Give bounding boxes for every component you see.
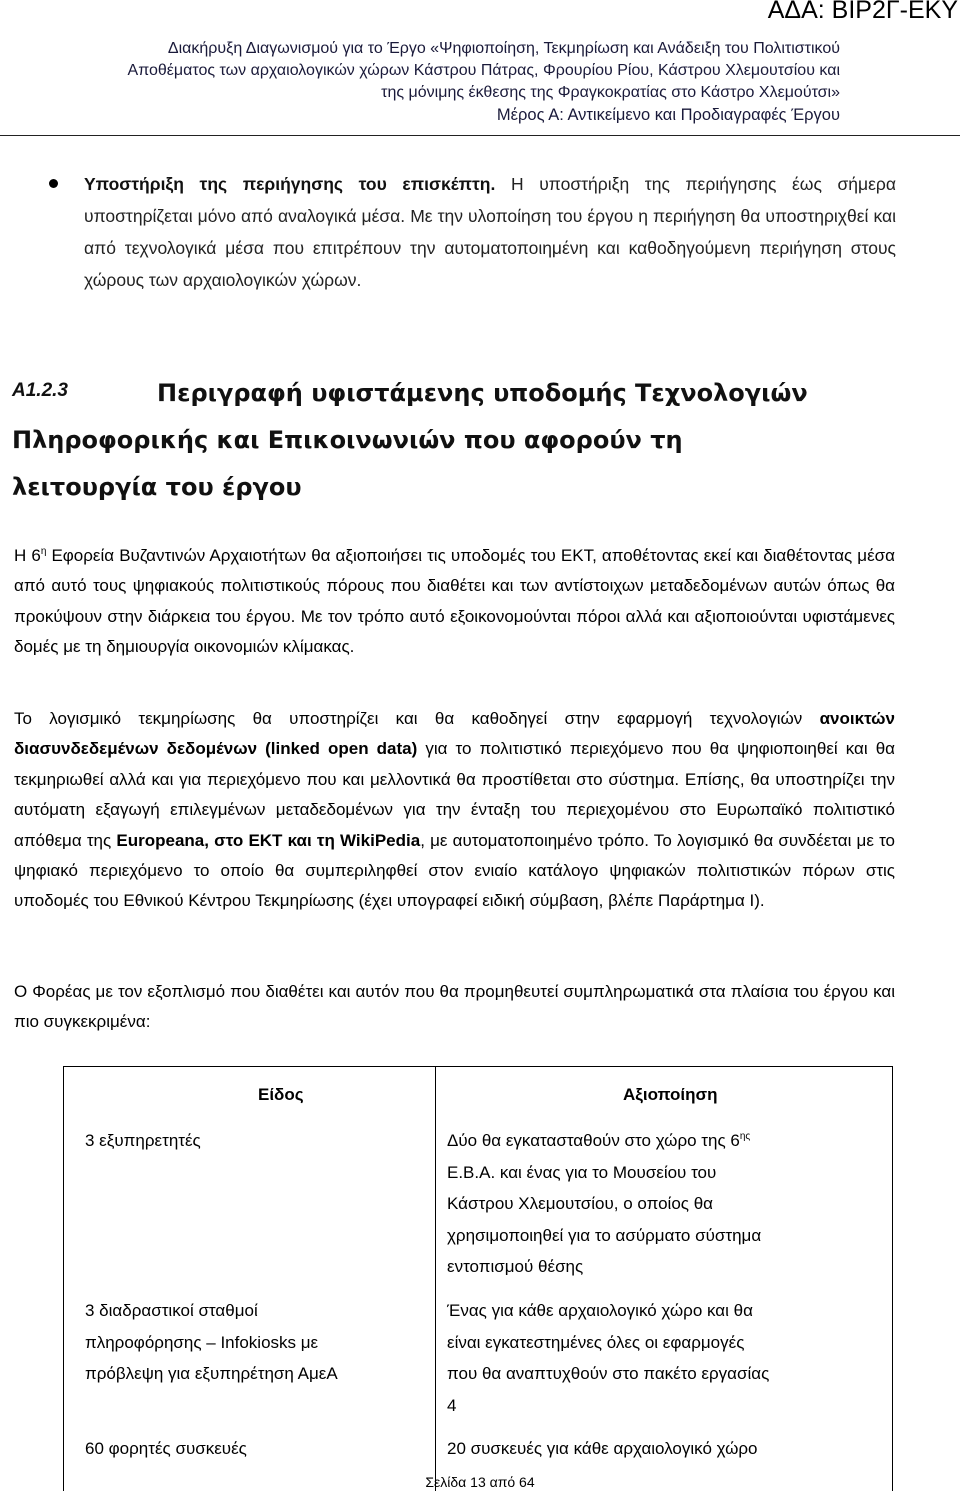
- table-row-1-kind: 3 εξυπηρετητές: [85, 1131, 201, 1150]
- bullet-bold-lead: Υποστήριξη της περιήγησης του επισκέπτη.: [84, 174, 496, 194]
- paragraph-3: Ο Φορέας με τον εξοπλισμό που διαθέτει και αυτόν που θα προμηθευτεί συμπληρωματικά στα πλαίσια του έργου και πιο συγκεκριμένα:: [14, 982, 895, 1032]
- paragraph-1: [14, 541, 895, 663]
- page-footer: Σελίδα 13 από 64: [425, 1474, 535, 1490]
- p2-end: , με αυτοματοποιημένο τρόπο. Το λογισμικό θα συνδέεται με το ψηφιακό περιεχόμενο το οποίο θα συμπεριληφθεί στον ενιαίο κατάλογο ψηφιακών πολιτιστικών πόρων στις υποδομές του Εθνικού Κέντρου Τεκμηρίωσης (έχει υπογραφεί ειδική σύμβαση, βλέπε Παράρτημα Ι).: [14, 830, 896, 911]
- p2-start: Το λογισμικό τεκμηρίωσης θα υποστηρίζει και θα καθοδηγεί στην εφαρμογή τεχνολογιών: [14, 709, 820, 728]
- bullet-paragraph: [84, 168, 896, 296]
- section-title-line-1: Περιγραφή υφιστάμενης υποδομής Τεχνολογιών: [157, 379, 808, 407]
- table-column-divider: [435, 1067, 436, 1491]
- header-part: Μέρος Α: Αντικείμενο και Προδιαγραφές Έργου: [496, 106, 840, 124]
- table-header-kind: Είδος: [258, 1085, 304, 1104]
- bullet-text: Η υποστήριξη της περιήγησης έως σήμερα υποστηρίζεται μόνο από αναλογικά μέσα. Με την υλοποίηση του έργου η περιήγηση θα υποστηριχθεί και από τεχνολογικά μέσα που επιτρέπουν την αυτοματοποιημένη και καθοδηγούμενη περιήγηση στους χώρους των αρχαιολογικών χώρων.: [84, 174, 896, 290]
- section-title-line-2: Πληροφορικής και Επικοινωνιών που αφορούν τη: [12, 426, 683, 454]
- section-title: [12, 370, 892, 511]
- p2-bold-lod: ανοικτών διασυνδεδεμένων δεδομένων (linked open data): [14, 709, 895, 759]
- bullet-icon: [49, 179, 58, 188]
- header-line-3: της μόνιμης έκθεσης της Φραγκοκρατίας στο Κάστρο Χλεμούτσι»: [381, 84, 840, 101]
- p2-mid: για το πολιτιστικό περιεχόμενο που θα ψηφιοποιηθεί και θα τεκμηριωθεί αλλά και για περιεχόμενο που και μελλοντικά θα προστίθεται στο σύστημα. Επίσης, θα υποστηρίζει την αυτόματη εξαγωγή επιλεγμένων μεταδεδομένων για την ένταξη του περιεχομένου στο Ευρωπαϊκό πολιτιστικό απόθεμα της: [14, 739, 895, 850]
- equipment-table: [63, 1066, 893, 1491]
- table-row-2-use: Ένας για κάθε αρχαιολογικό χώρο και θα είναι εγκατεστημένες όλες οι εφαρμογές που θα αναπτυχθούν στο πακέτο εργασίας 4: [447, 1301, 770, 1415]
- table-row-3-use: 20 συσκευές για κάθε αρχαιολογικό χώρο: [447, 1439, 758, 1458]
- p1-rest: Εφορεία Βυζαντινών Αρχαιοτήτων θα αξιοποιήσει τις υποδομές του ΕΚΤ, αποθέτοντας εκεί και διαθέτοντας μέσα από αυτό τους ψηφιακούς πολιτιστικούς πόρους που διαθέτει και των αντίστοιχων μεταδεδομένων αυτών όπως θα προκύψουν στην διάρκεια του έργου. Με τον τρόπο αυτό εξοικονομούνται πόροι αλλά και αξιοποιούνται υφιστάμενες δομές με τη δημιουργία οικονομιών κλίμακας.: [14, 546, 895, 657]
- p1-start: Η 6: [14, 546, 41, 565]
- paragraph-2: [14, 704, 895, 917]
- p1-sup: η: [40, 546, 47, 557]
- header-line-2: Αποθέματος των αρχαιολογικών χώρων Κάστρου Πάτρας, Φρουρίου Ρίου, Κάστρου Χλεμουτσίου και: [127, 62, 840, 79]
- table-row-1-use: Δύο θα εγκατασταθούν στο χώρο της $6^{\eta\varsigma}$ Ε.Β.Α. και ένας για το Μουσείου του Κάστρου Χλεμουτσίου, ο οποίος θα χρησιμοποιηθεί για το ασύρματο σύστημα εντοπισμού θέσης: [447, 1131, 762, 1276]
- section-number: Α1.2.3: [12, 380, 68, 401]
- section-title-line-3: λειτουργία του έργου: [12, 473, 302, 501]
- table-header-use: Αξιοποίηση: [623, 1085, 718, 1104]
- header-line-1: Διακήρυξη Διαγωνισμού για το Έργο «Ψηφιοποίηση, Τεκμηρίωση και Ανάδειξη του Πολιτιστικού: [167, 40, 840, 57]
- page-header: [0, 38, 840, 126]
- ada-code: ΑΔΑ: ΒΙΡ2Γ-ΕΚΥ: [767, 0, 958, 24]
- table-row-2-kind: 3 διαδραστικοί σταθμοί πληροφόρησης – Infokiosks με πρόβλεψη για εξυπηρέτηση ΑμεΑ: [85, 1301, 338, 1383]
- table-row-3-kind: 60 φορητές συσκευές: [85, 1439, 247, 1458]
- header-rule: [0, 135, 960, 136]
- p2-bold-europeana: Europeana, στο ΕΚΤ και τη WikiPedia: [116, 830, 421, 850]
